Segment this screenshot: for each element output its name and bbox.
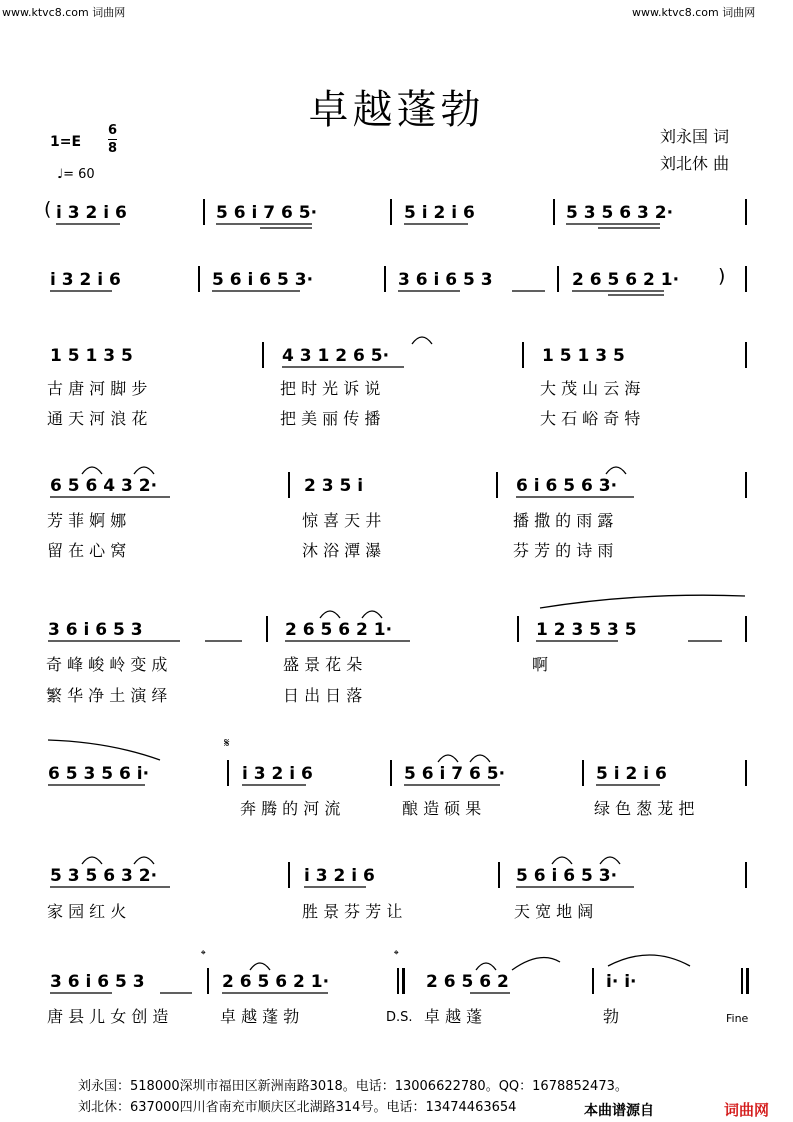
measure: 1 2 3 5 3 5 [536,620,637,640]
lyric-line: 把 美 丽 传 播 [280,409,381,428]
lyric-line: 芬 芳 的 诗 雨 [513,541,614,560]
lyric-line: 奔 腾 的 河 流 [240,799,341,818]
slur [82,857,102,864]
tempo-value: = 60 [63,167,95,182]
measure: 3 6 i 6 5 3 [50,972,145,992]
slur [552,857,572,864]
lyric-line: 日 出 日 落 [283,686,363,705]
slur [512,958,560,971]
source-label: 本曲谱源自 [584,1103,654,1119]
site-logo[interactable]: 词曲网 [724,1101,770,1119]
measure: 5 3 5 6 3 2· [566,203,674,223]
lyric-line: 胜 景 芬 芳 让 [302,902,403,921]
watermark-left: www.ktvc8.com 词曲网 [2,6,126,19]
song-title: 卓越蓬勃 [308,87,485,133]
measure: 2 3 5 i [304,476,364,496]
lyric-line: 奇 峰 峻 岭 变 成 [46,655,168,674]
lyric-line: 酿 造 硕 果 [402,799,482,818]
measure: 1 5 1 3 5 [542,346,625,366]
slur [320,611,340,618]
measure: 4 3 1 2 6 5· [282,346,390,366]
measure: 5 i 2 i 6 [404,203,475,223]
open-paren: ( [44,198,52,220]
slur [470,755,490,762]
slur [600,857,620,864]
slur [134,857,154,864]
slur [134,467,154,474]
measure: 2 6 5 6 2 1· [285,620,393,640]
lyric-line: 通 天 河 浪 花 [47,409,148,428]
slur [476,963,496,970]
slur [250,963,270,970]
measure: 3 6 i 6 5 3 [398,270,493,290]
slur [438,755,458,762]
measure: 6 5 6 4 3 2· [50,476,158,496]
composer-credit: 刘北休 曲 [660,154,730,173]
footer-line-2: 刘北休：637000四川省南充市顺庆区北湖路314号。电话：13474463654 [78,1100,517,1115]
slur [606,467,626,474]
ds-marking: D.S. [386,1010,413,1025]
time-signature-bottom: 8 [108,141,118,156]
lyric-line: 天 宽 地 阔 [514,902,594,921]
measure: 6 i 6 5 6 3· [516,476,618,496]
lyric-line: 大 石 峪 奇 特 [540,409,641,428]
lyric-line: 大 茂 山 云 海 [540,379,641,398]
lyric-line: 惊 喜 天 井 [302,511,382,530]
lyric-line: 把 时 光 诉 说 [280,379,381,398]
fine-marking: Fine [726,1012,749,1025]
lyric-line: 勃 [603,1007,620,1026]
lyric-line: 家 园 红 火 [47,902,127,921]
lyric-line: 播 撒 的 雨 露 [513,511,614,530]
measure: i 3 2 i 6 [50,270,121,290]
measure: 5 3 5 6 3 2· [50,866,158,886]
measure: 5 6 i 6 5 3· [516,866,618,886]
measure: 5 6 i 7 6 5· [216,203,318,223]
lyric-line: 繁 华 净 土 演 绎 [46,686,168,705]
coda-sign: 𝄌 [394,948,399,963]
measure: 5 6 i 7 6 5· [404,764,506,784]
key-signature: 1=E [50,134,82,150]
slur [82,467,102,474]
lyric-line: 盛 景 花 朵 [283,655,363,674]
lyric-line: 芳 菲 婀 娜 [47,511,127,530]
lyric-line: 啊 [532,655,549,674]
measure: i 3 2 i 6 [242,764,313,784]
footer-line-1: 刘永国：518000深圳市福田区新洲南路3018。电话：13006622780。QQ：1678852473。 [78,1079,628,1094]
lyric-line: 绿 色 葱 茏 把 [594,799,695,818]
measure: 2 6 5 6 2 1· [572,270,680,290]
segno-sign: 𝄋 [224,736,230,751]
measure: 2 6 5 6 2 [426,972,509,992]
measure: 5 i 2 i 6 [596,764,667,784]
lyric-line: 沐 浴 潭 瀑 [302,541,382,560]
lyric-line: 唐 县 儿 女 创 造 [47,1007,169,1026]
measure: i· i· [606,972,637,992]
time-signature-top: 6 [108,123,118,138]
lyric-line: 卓 越 蓬 [424,1007,483,1026]
lyric-line: 古 唐 河 脚 步 [47,379,148,398]
watermark-right: www.ktvc8.com 词曲网 [632,6,756,19]
measure: 3 6 i 6 5 3 [48,620,143,640]
measure: 2 6 5 6 2 1· [222,972,330,992]
quarter-note-icon: ♩ [57,167,64,182]
lyricist-credit: 刘永国 词 [660,127,730,146]
long-slur [540,595,745,608]
close-paren: ) [718,265,726,287]
measure: 5 6 i 6 5 3· [212,270,314,290]
measure: i 3 2 i 6 [56,203,127,223]
coda-sign: 𝄌 [201,948,206,963]
slur [608,955,690,966]
slur [362,611,382,618]
long-slur [48,740,160,760]
measure: 1 5 1 3 5 [50,346,133,366]
measure: i 3 2 i 6 [304,866,375,886]
measure: 6 5 3 5 6 i· [48,764,150,784]
slur [412,337,432,344]
lyric-line: 留 在 心 窝 [47,541,127,560]
lyric-line: 卓 越 蓬 勃 [220,1007,300,1026]
